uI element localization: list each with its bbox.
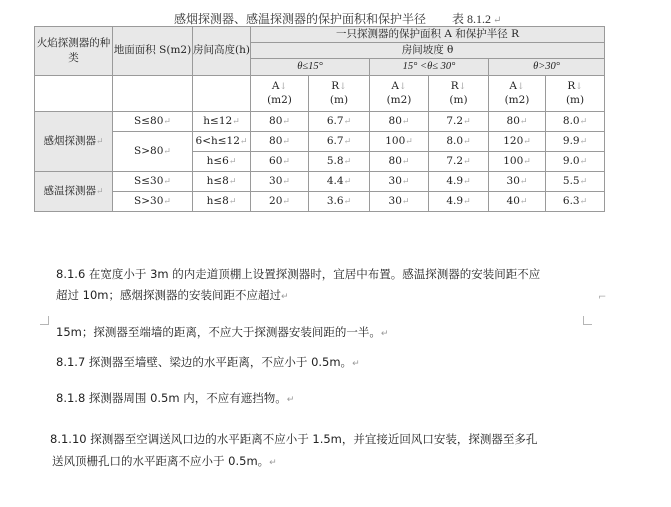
paragraph-8-1-7: 8.1.7 探测器至墙壁、梁边的水平距离，不应小于 0.5m。↵ bbox=[56, 355, 360, 369]
header-r: R↓ (m) bbox=[309, 76, 370, 112]
page-corner-mark bbox=[40, 316, 49, 325]
cell-area: S≤80↵ bbox=[113, 112, 193, 132]
table-row bbox=[35, 172, 605, 192]
table-row bbox=[35, 112, 605, 132]
cell-value: 4.9↵ bbox=[429, 172, 489, 192]
paragraph-8-1-6-cont: 15m；探测器至端墙的距离，不应大于探测器安装间距的一半。↵ bbox=[56, 325, 389, 339]
cell-height: h≤8↵ bbox=[193, 192, 251, 212]
cell-value: 30↵ bbox=[251, 172, 309, 192]
paragraph-8-1-6-line2: 超过 10m；感烟探测器的安装间距不应超过↵ bbox=[56, 288, 289, 302]
paragraph-8-1-8: 8.1.8 探测器周围 0.5m 内，不应有遮挡物。↵ bbox=[56, 391, 295, 405]
header-coverage: 一只探测器的保护面积 A 和保护半径 R bbox=[251, 27, 605, 43]
header-detector-type: 火焰探测器的种类 bbox=[35, 27, 113, 76]
cell-height: h≤12↵ bbox=[193, 112, 251, 132]
cell-value: 7.2↵ bbox=[429, 112, 489, 132]
cell-value: 8.0↵ bbox=[546, 112, 605, 132]
header-r: R↓ (m) bbox=[429, 76, 489, 112]
header-slope: 房间坡度 θ bbox=[251, 43, 605, 59]
cell-value: 60↵ bbox=[251, 152, 309, 172]
header-a: A↓ (m2) bbox=[370, 76, 429, 112]
cell-value: 9.9↵ bbox=[546, 132, 605, 152]
cell-value: 120↵ bbox=[489, 132, 546, 152]
page-corner-mark bbox=[583, 316, 592, 325]
cell-value: 30↵ bbox=[370, 192, 429, 212]
cell-value: 5.8↵ bbox=[309, 152, 370, 172]
table-number: 表 8.1.2 bbox=[452, 12, 492, 26]
table-title-text: 感烟探测器、感温探测器的保护面积和保护半径 bbox=[174, 12, 427, 26]
cell-value: 30↵ bbox=[370, 172, 429, 192]
cell-value: 4.4↵ bbox=[309, 172, 370, 192]
header-a: A↓ (m2) bbox=[489, 76, 546, 112]
header-r: R↓ (m) bbox=[546, 76, 605, 112]
cell-height: h≤8↵ bbox=[193, 172, 251, 192]
cell-value: 3.6↵ bbox=[309, 192, 370, 212]
header-a: A↓ (m2) bbox=[251, 76, 309, 112]
cell-value: 6.7↵ bbox=[309, 132, 370, 152]
cell-area: S>30↵ bbox=[113, 192, 193, 212]
cell-value: 9.0↵ bbox=[546, 152, 605, 172]
paragraph-8-1-10-line1: 8.1.10 探测器至空调送风口边的水平距离不应小于 1.5m，并宜接近回风口安装，探测器至多孔 bbox=[50, 432, 538, 446]
cell-height: h≤6↵ bbox=[193, 152, 251, 172]
cell-value: 100↵ bbox=[489, 152, 546, 172]
coverage-table bbox=[34, 26, 605, 212]
paragraph-8-1-6-line1: 8.1.6 在宽度小于 3m 的内走道顶棚上设置探测器时，宜居中布置。感温探测器的安装间距不应 bbox=[56, 267, 541, 281]
cell-value: 100↵ bbox=[370, 132, 429, 152]
cell-value: 80↵ bbox=[370, 112, 429, 132]
paragraph-8-1-10-line2: 送风顶栅孔口的水平距离不应小于 0.5m。↵ bbox=[52, 454, 277, 468]
cell-value: 30↵ bbox=[489, 172, 546, 192]
cell-area: S≤30↵ bbox=[113, 172, 193, 192]
header-slope-range-3: θ>30° bbox=[489, 59, 605, 76]
group-label-smoke: 感烟探测器↵ bbox=[35, 112, 113, 172]
header-slope-range-1: θ≤15° bbox=[251, 59, 370, 76]
cell-value: 5.5↵ bbox=[546, 172, 605, 192]
cell-value: 80↵ bbox=[489, 112, 546, 132]
cell-value: 40↵ bbox=[489, 192, 546, 212]
cell-value: 4.9↵ bbox=[429, 192, 489, 212]
table-title: 感烟探测器、感温探测器的保护面积和保护半径 表 8.1.2 ↵ bbox=[174, 12, 502, 26]
cell-value: 6.3↵ bbox=[546, 192, 605, 212]
header-room-height: 房间高度(h) bbox=[193, 27, 251, 76]
cell-value: 20↵ bbox=[251, 192, 309, 212]
cell-area: S>80↵ bbox=[113, 132, 193, 172]
cell-value: 80↵ bbox=[370, 152, 429, 172]
cell-value: 7.2↵ bbox=[429, 152, 489, 172]
table-row bbox=[35, 132, 605, 152]
margin-corner-mark: ⌐ bbox=[598, 292, 607, 303]
header-floor-area: 地面面积 S(m2) bbox=[113, 27, 193, 76]
cell-value: 6.7↵ bbox=[309, 112, 370, 132]
group-label-heat: 感温探测器↵ bbox=[35, 172, 113, 212]
cell-height: 6<h≤12↵ bbox=[193, 132, 251, 152]
cell-value: 80↵ bbox=[251, 112, 309, 132]
header-slope-range-2: 15° <θ≤ 30° bbox=[370, 59, 489, 76]
table-row bbox=[35, 192, 605, 212]
cell-value: 8.0↵ bbox=[429, 132, 489, 152]
cell-value: 80↵ bbox=[251, 132, 309, 152]
